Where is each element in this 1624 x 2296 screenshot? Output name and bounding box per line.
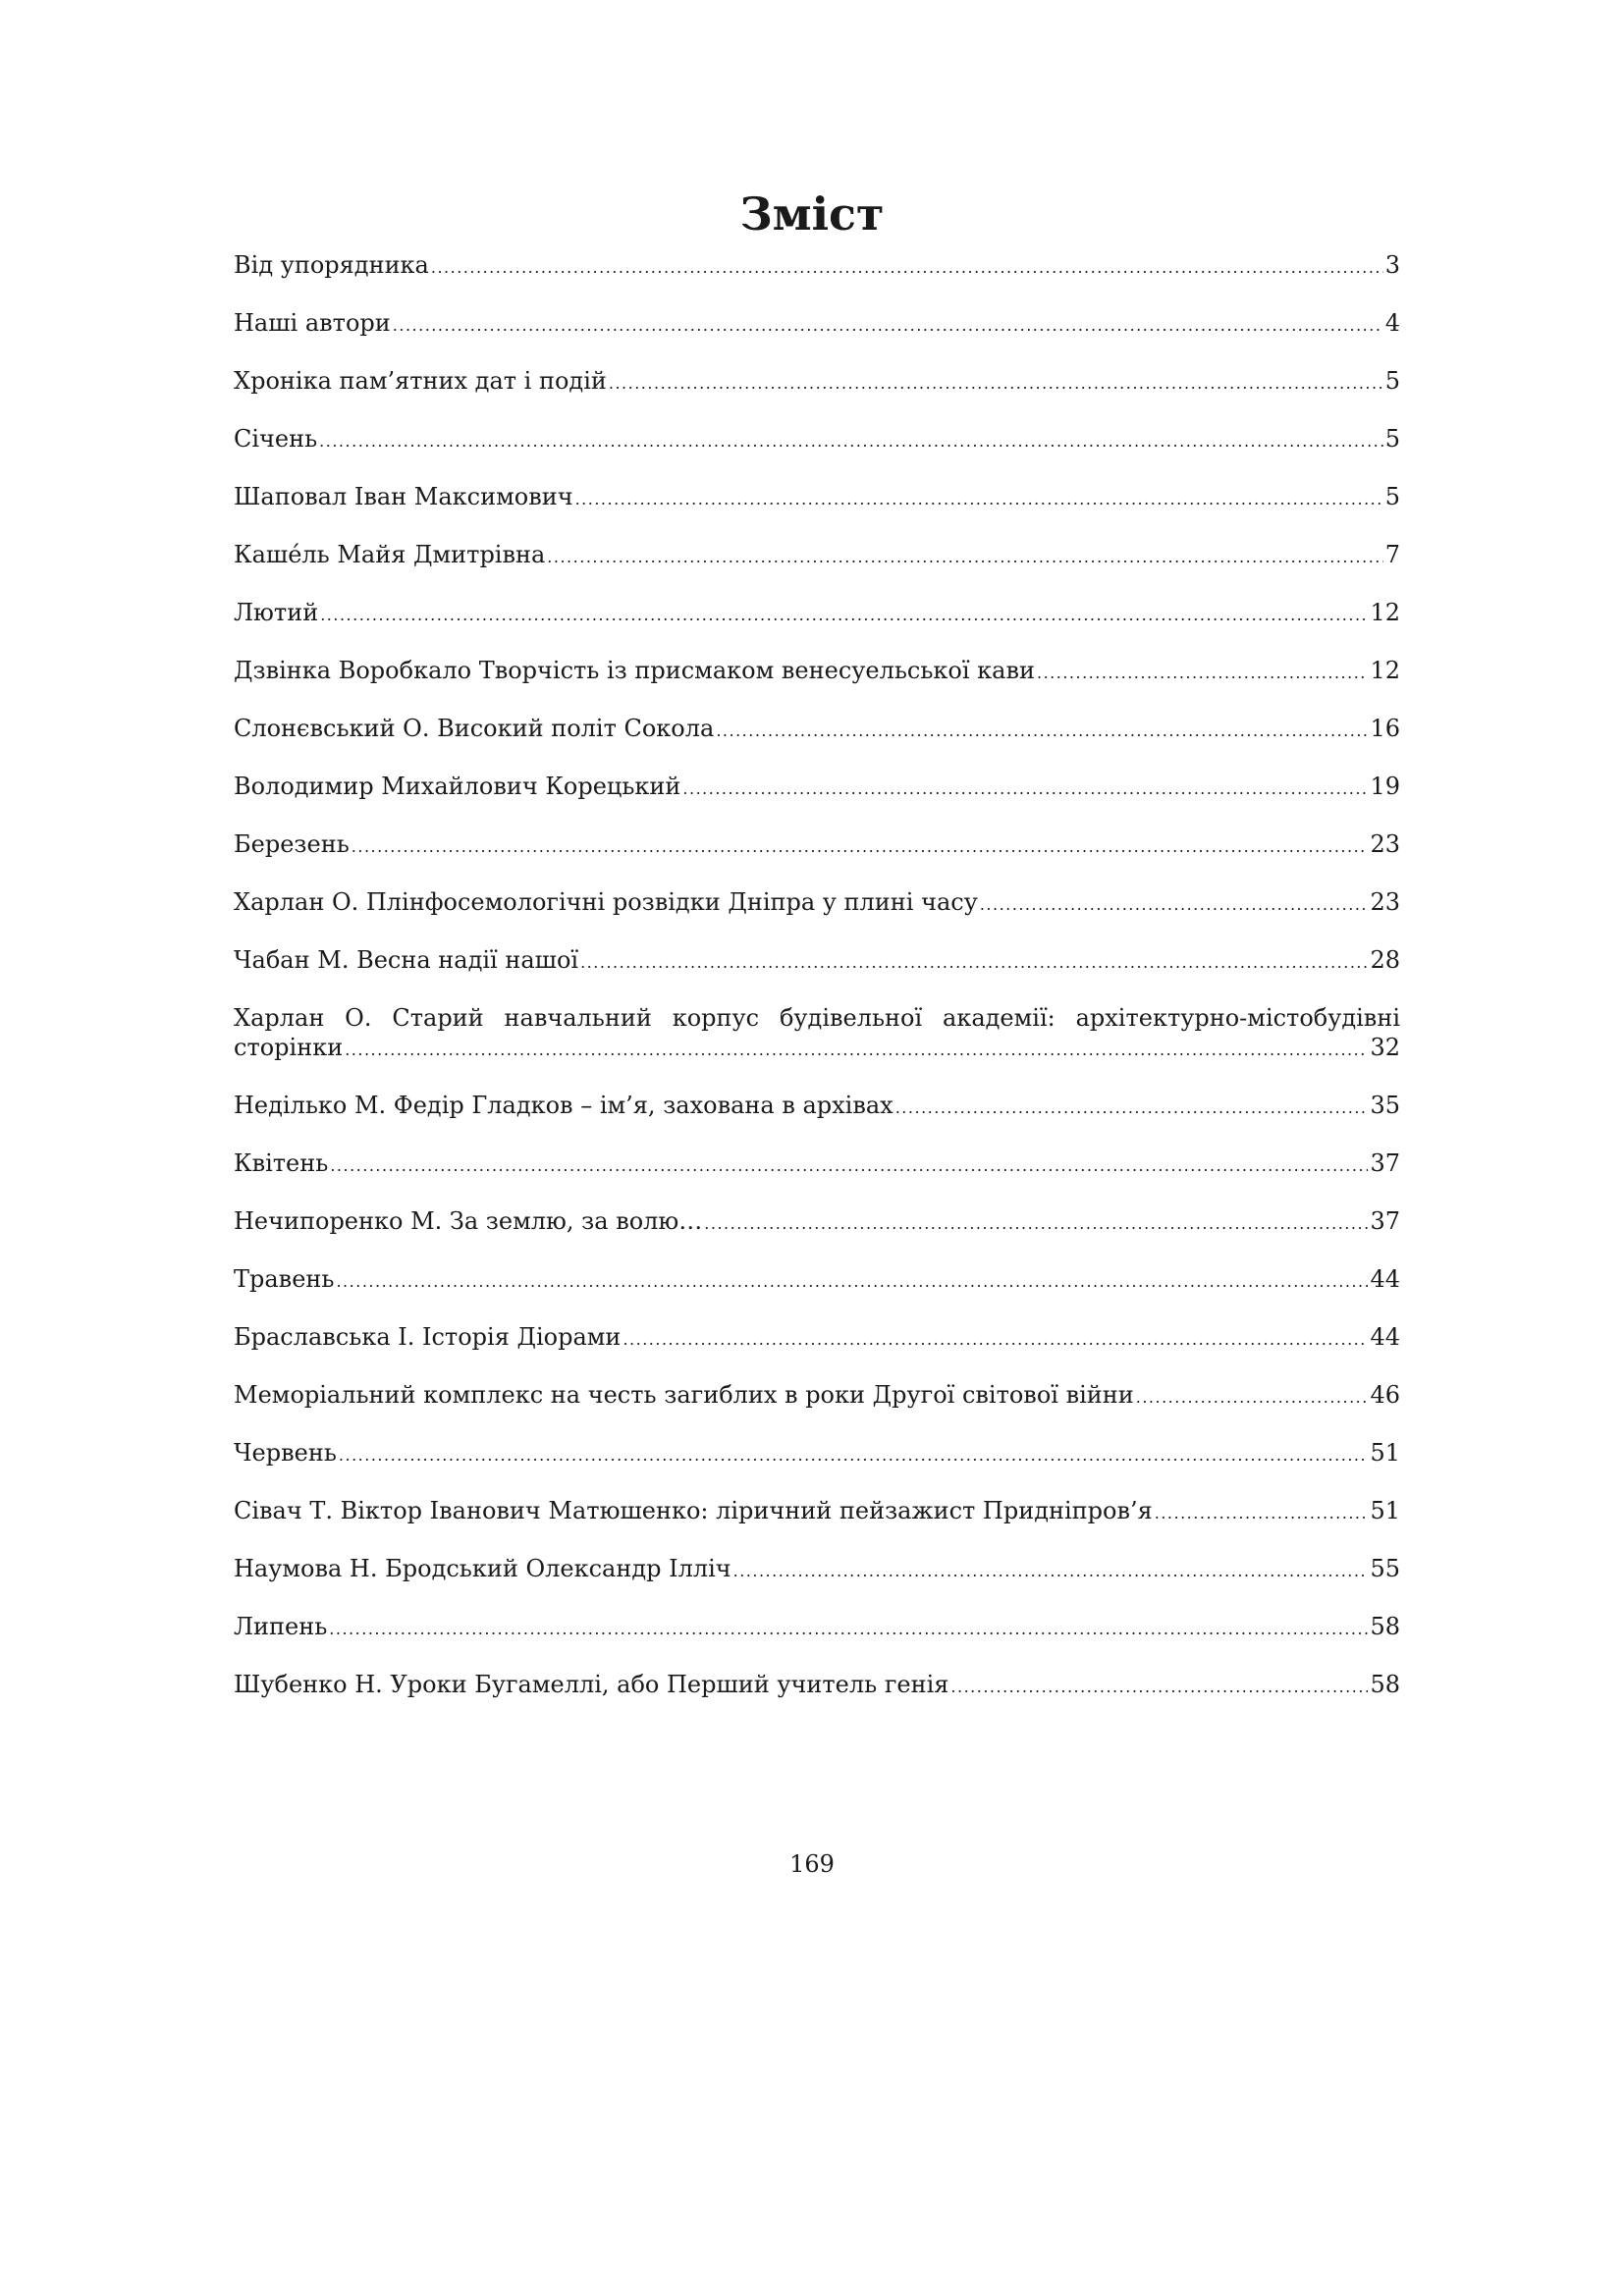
toc-entry[interactable] — [234, 1496, 1400, 1525]
dot-leader — [980, 890, 1369, 920]
dot-leader — [716, 717, 1368, 746]
toc-entry-title: Травень — [234, 1265, 335, 1293]
toc-entry-title: Хроніка пам’ятних дат і подій — [234, 367, 607, 395]
page-number: 169 — [789, 1850, 835, 1878]
toc-entry-page: 7 — [1384, 541, 1400, 568]
dot-leader — [1136, 1383, 1369, 1413]
toc-entry-title: Лютий — [234, 599, 319, 626]
toc-entry-page: 37 — [1370, 1149, 1400, 1177]
toc-entry-title: Липень — [234, 1613, 328, 1640]
dot-leader — [609, 369, 1383, 399]
toc-entry[interactable] — [234, 366, 1400, 396]
toc-entry[interactable] — [234, 1264, 1400, 1294]
dot-leader — [1037, 659, 1368, 688]
toc-entry[interactable] — [234, 1206, 1400, 1236]
toc-entry[interactable] — [234, 540, 1400, 569]
toc-entry[interactable] — [234, 1380, 1400, 1410]
toc-entry-title: Шаповал Іван Максимович — [234, 483, 573, 510]
toc-entry-title: Слонєвський О. Високий політ Сокола — [234, 715, 715, 742]
toc-entry-page: 51 — [1370, 1497, 1400, 1524]
toc-entry-page: 5 — [1384, 367, 1400, 395]
toc-entry-page: 5 — [1384, 483, 1400, 510]
toc-entry-page: 23 — [1370, 830, 1400, 858]
toc-entry-page: 5 — [1384, 425, 1400, 453]
dot-leader — [339, 1441, 1369, 1470]
toc-entry[interactable] — [234, 1554, 1400, 1583]
toc-entry[interactable] — [234, 714, 1400, 743]
toc-entry[interactable] — [234, 1322, 1400, 1352]
dot-leader — [733, 1557, 1369, 1586]
toc-entry-title: Харлан О. Плінфосемологічні розвідки Дніпра у плині часу — [234, 888, 978, 916]
toc-entry[interactable] — [234, 482, 1400, 511]
toc-entry-title: Від упорядника — [234, 251, 429, 279]
toc-entry-page: 32 — [1370, 1034, 1400, 1061]
toc-entry-title: Наумова Н. Бродський Олександр Ілліч — [234, 1555, 731, 1582]
toc-entry-title: Браславська І. Історія Діорами — [234, 1323, 622, 1351]
toc-entry-title: Дзвінка Воробкало Творчість із присмаком венесуельської кави — [234, 657, 1035, 684]
toc-entry-continuation — [234, 1033, 1400, 1062]
toc-entry-page: 58 — [1370, 1613, 1400, 1640]
toc-entry-page: 58 — [1370, 1671, 1400, 1698]
dot-leader — [623, 1325, 1368, 1355]
toc-entry-title: Шубенко Н. Уроки Бугамеллі, або Перший учитель генія — [234, 1671, 949, 1698]
page-title: Зміст — [739, 187, 885, 240]
dot-leader — [336, 1267, 1368, 1297]
toc-entry[interactable] — [234, 945, 1400, 975]
toc-entry-title: Володимир Михайлович Корецький — [234, 773, 681, 800]
dot-leader — [330, 1151, 1368, 1181]
toc-entry-page: 3 — [1384, 251, 1400, 279]
toc-entry-page: 51 — [1370, 1439, 1400, 1467]
toc-entry-page: 37 — [1370, 1207, 1400, 1235]
dot-leader — [320, 601, 1368, 630]
toc-entry[interactable] — [234, 1148, 1400, 1178]
toc-entry-page: 44 — [1370, 1323, 1400, 1351]
toc-entry[interactable] — [234, 1438, 1400, 1468]
dot-leader — [352, 832, 1369, 862]
dot-leader — [575, 485, 1383, 514]
toc-entry-page: 4 — [1384, 309, 1400, 337]
toc-entry-title: Січень — [234, 425, 318, 453]
dot-leader — [895, 1094, 1369, 1123]
dot-leader — [329, 1615, 1368, 1644]
dot-leader — [431, 253, 1383, 283]
toc-entry[interactable] — [234, 656, 1400, 685]
toc-entry-title: Чабан М. Весна надії нашої — [234, 946, 579, 974]
toc-entry-title: Неділько М. Федір Гладков – ім’я, захована в архівах — [234, 1092, 893, 1119]
dot-leader — [319, 427, 1383, 456]
toc-entry-page: 28 — [1370, 946, 1400, 974]
dot-leader — [1155, 1499, 1369, 1528]
toc-entry-page: 46 — [1370, 1381, 1400, 1409]
dot-leader — [580, 948, 1368, 978]
table-of-contents — [234, 250, 1400, 1728]
dot-leader — [393, 311, 1383, 341]
toc-entry[interactable] — [234, 308, 1400, 338]
toc-entry[interactable] — [234, 887, 1400, 917]
toc-entry[interactable] — [234, 829, 1400, 859]
toc-entry-title-continued: сторінки — [234, 1034, 344, 1061]
toc-entry-page: 23 — [1370, 888, 1400, 916]
toc-entry-page: 44 — [1370, 1265, 1400, 1293]
dot-leader — [950, 1673, 1368, 1702]
toc-entry-title: Червень — [234, 1439, 337, 1467]
toc-entry[interactable] — [234, 598, 1400, 627]
toc-entry-title: Сівач Т. Віктор Іванович Матюшенко: ліричний пейзажист Придніпров’я — [234, 1497, 1153, 1524]
toc-entry-page: 12 — [1370, 657, 1400, 684]
toc-entry-title: Харлан О. Старий навчальний корпус будівельної академії: архітектурно-містобудівні — [234, 1004, 1400, 1032]
toc-entry[interactable] — [234, 1670, 1400, 1699]
dot-leader — [547, 543, 1382, 572]
toc-entry[interactable] — [234, 1091, 1400, 1120]
toc-entry-title: Меморіальний комплекс на честь загиблих в роки Другої світової війни — [234, 1381, 1134, 1409]
toc-entry-page: 19 — [1370, 773, 1400, 800]
toc-entry-title: Каше́ль Майя Дмитрівна — [234, 541, 546, 568]
toc-entry-page: 55 — [1370, 1555, 1400, 1582]
toc-entry-title: Квітень — [234, 1149, 329, 1177]
toc-entry-title: Нечипоренко М. За землю, за волю… — [234, 1207, 703, 1235]
dot-leader — [704, 1209, 1368, 1239]
toc-entry[interactable] — [234, 424, 1400, 454]
toc-entry-title: Березень — [234, 830, 350, 858]
toc-entry[interactable] — [234, 1003, 1400, 1062]
toc-entry[interactable] — [234, 772, 1400, 801]
dot-leader — [345, 1036, 1368, 1065]
toc-entry-page: 16 — [1370, 715, 1400, 742]
toc-entry[interactable] — [234, 1612, 1400, 1641]
toc-entry[interactable] — [234, 250, 1400, 280]
toc-entry-page: 12 — [1370, 599, 1400, 626]
toc-entry-page: 35 — [1370, 1092, 1400, 1119]
toc-entry-title: Наші автори — [234, 309, 391, 337]
dot-leader — [682, 774, 1368, 804]
